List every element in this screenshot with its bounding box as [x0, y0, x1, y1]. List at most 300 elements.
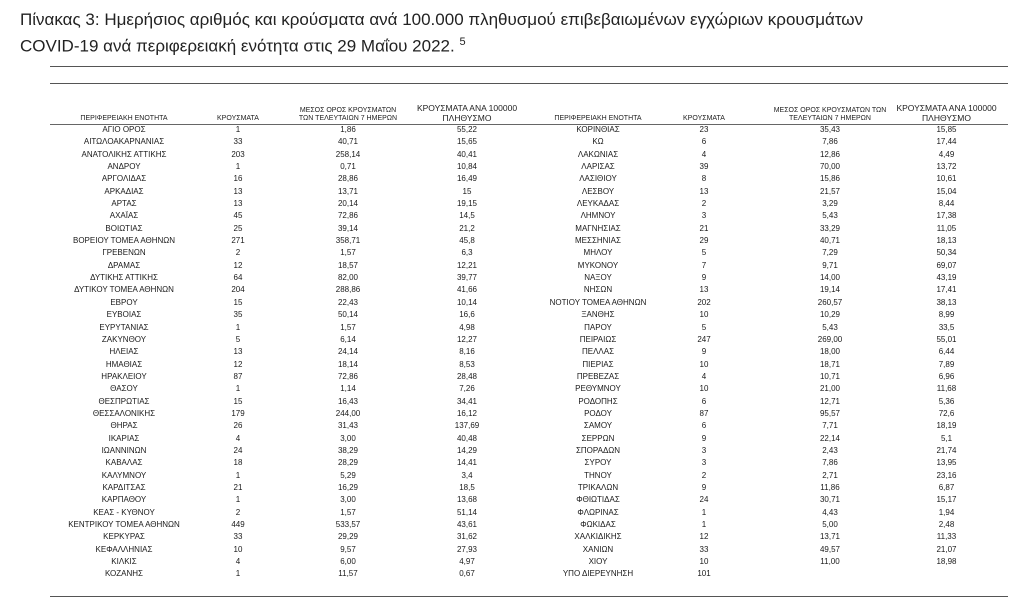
left-cell-per100k: 43,61	[456, 520, 478, 529]
left-cell-per100k: 15	[462, 186, 472, 196]
left-cell-avg7: 3,00	[340, 433, 356, 443]
right-cell-cases: 9	[701, 482, 707, 492]
right-cell-avg7: 9,71	[822, 260, 838, 270]
right-cell-cases: 247	[697, 334, 711, 344]
right-cell-avg7: 40,71	[819, 236, 841, 246]
right-cell-per100k: 13,72	[936, 162, 957, 172]
left-cell-region: ΑΡΓΟΛΙΔΑΣ	[101, 174, 147, 184]
table-row	[50, 470, 1008, 482]
right-cell-per100k: 11,33	[936, 532, 957, 542]
left-cell-per100k: 45,8	[459, 236, 475, 246]
left-cell-per100k: 4,98	[459, 322, 475, 332]
right-cell-avg7: 15,86	[819, 174, 841, 184]
left-cell-cases: 2	[235, 507, 241, 517]
right-cell-region: ΜΥΚΟΝΟΥ	[577, 260, 619, 270]
right-cell-cases: 7	[701, 260, 707, 270]
right-cell-cases: 5	[701, 248, 707, 258]
left-cell-cases: 87	[233, 371, 243, 381]
left-cell-avg7: 22,43	[337, 297, 359, 307]
right-cell-per100k: 38,13	[936, 297, 957, 307]
left-cell-cases: 1	[235, 470, 241, 480]
caption-line-2	[20, 31, 1010, 58]
right-cell-avg7: 3,29	[822, 199, 838, 209]
header-region-left: ΠΕΡΙΦΕΡΕΙΑΚΗ ΕΝΟΤΗΤΑ	[80, 115, 168, 122]
table-row	[50, 322, 1008, 334]
left-cell-cases: 10	[233, 544, 243, 554]
left-cell-region: ΑΝΑΤΟΛΙΚΗΣ ΑΤΤΙΚΗΣ	[81, 149, 167, 159]
left-cell-region: ΙΩΑΝΝΙΝΩΝ	[101, 445, 147, 455]
left-cell-avg7: 5,29	[340, 470, 356, 480]
left-cell-per100k: 4,97	[459, 557, 475, 567]
right-cell-region: ΦΛΩΡΙΝΑΣ	[577, 507, 619, 517]
right-cell-per100k: 15,04	[936, 186, 957, 196]
left-cell-region: ΚΕΦΑΛΛΗΝΙΑΣ	[95, 544, 153, 554]
right-cell-per100k: 13,95	[936, 458, 957, 468]
table-row	[50, 149, 1008, 161]
left-cell-avg7: 288,86	[335, 285, 361, 295]
right-cell-cases: 12	[699, 532, 709, 542]
table-row	[50, 247, 1008, 259]
left-cell-region: ΙΚΑΡΙΑΣ	[108, 433, 140, 443]
right-cell-cases: 9	[701, 433, 707, 443]
right-cell-region: ΛΕΥΚΑΔΑΣ	[576, 199, 620, 209]
left-cell-region: ΔΥΤΙΚΗΣ ΑΤΤΙΚΗΣ	[90, 273, 158, 283]
left-cell-cases: 449	[231, 520, 245, 529]
right-cell-avg7: 11,00	[820, 557, 840, 567]
table-row	[50, 346, 1008, 358]
left-cell-cases: 13	[233, 199, 243, 209]
left-cell-cases: 5	[235, 334, 241, 344]
top-rule	[50, 66, 1008, 67]
right-cell-region: ΠΡΕΒΕΖΑΣ	[576, 371, 620, 381]
left-cell-per100k: 19,15	[456, 199, 478, 209]
right-cell-region: ΧΑΝΙΩΝ	[582, 544, 614, 554]
right-cell-avg7: 70,00	[819, 162, 841, 172]
left-cell-avg7: 1,57	[340, 248, 356, 258]
left-cell-region: ΔΥΤΙΚΟΥ ΤΟΜΕΑ ΑΘΗΝΩΝ	[74, 285, 174, 295]
left-cell-per100k: 10,84	[456, 162, 478, 172]
right-cell-per100k: 17,44	[936, 137, 957, 147]
left-cell-per100k: 8,16	[459, 347, 475, 357]
right-cell-avg7: 35,43	[819, 125, 841, 134]
table-row	[50, 334, 1008, 346]
right-cell-cases: 13	[699, 285, 709, 295]
right-cell-avg7: 11,86	[820, 482, 840, 492]
right-cell-region: ΞΑΝΘΗΣ	[581, 310, 615, 320]
right-cell-avg7: 5,43	[822, 211, 838, 221]
left-cell-avg7: 28,86	[337, 174, 359, 184]
right-cell-region: ΡΟΔΟΠΗΣ	[578, 396, 618, 406]
right-cell-cases: 8	[701, 174, 707, 184]
left-cell-avg7: 50,14	[337, 310, 359, 320]
header-per100k-left	[412, 103, 522, 123]
right-cell-avg7: 19,14	[819, 285, 841, 295]
left-cell-cases: 35	[233, 310, 243, 320]
left-cell-cases: 1	[235, 162, 241, 172]
header-per100k-left-line1: ΚΡΟΥΣΜΑΤΑ ΑΝΑ 100000	[416, 103, 518, 113]
left-cell-per100k: 14,5	[459, 211, 475, 221]
left-cell-region: ΗΡΑΚΛΕΙΟΥ	[101, 371, 147, 381]
left-cell-cases: 1	[235, 495, 241, 505]
table-row	[50, 531, 1008, 543]
right-cell-region: ΝΗΣΩΝ	[583, 285, 613, 295]
right-cell-region: ΚΟΡΙΝΘΙΑΣ	[576, 125, 620, 134]
right-cell-per100k: 7,89	[938, 359, 955, 369]
left-cell-region: ΑΓΙΟ ΟΡΟΣ	[102, 125, 146, 134]
table-row	[50, 556, 1008, 568]
left-cell-cases: 12	[233, 359, 243, 369]
right-cell-avg7: 30,71	[819, 495, 841, 505]
table-row	[50, 235, 1008, 247]
left-cell-avg7: 16,29	[337, 482, 359, 492]
right-cell-per100k: 15,85	[936, 125, 957, 134]
right-cell-avg7: 14,00	[819, 273, 841, 283]
right-cell-avg7: 33,29	[819, 223, 841, 233]
right-cell-avg7: 18,71	[819, 359, 841, 369]
table-row	[50, 371, 1008, 383]
left-cell-region: ΕΥΒΟΙΑΣ	[106, 310, 142, 320]
left-cell-cases: 1	[235, 569, 241, 579]
right-cell-cases: 3	[701, 445, 707, 455]
right-cell-region: ΥΠΟ ΔΙΕΡΕΥΝΗΣΗ	[562, 569, 634, 579]
left-cell-per100k: 40,41	[456, 149, 478, 159]
left-cell-avg7: 82,00	[337, 273, 359, 283]
caption-line-1: Πίνακας 3: Ημερήσιος αριθμός και κρούσματα ανά 100.000 πληθυσμού επιβεβαιωμένων εγχώριων κρουσμάτων	[20, 10, 864, 29]
table-row	[50, 420, 1008, 432]
left-cell-avg7: 358,71	[335, 236, 361, 246]
header-per100k-left-line2: ΠΛΗΘΥΣΜΟ	[442, 113, 492, 123]
left-cell-avg7: 6,00	[340, 557, 356, 567]
right-cell-cases: 23	[699, 125, 709, 134]
left-cell-per100k: 10,14	[456, 297, 478, 307]
right-cell-cases: 1	[701, 520, 707, 529]
left-cell-cases: 204	[231, 285, 245, 295]
left-cell-region: ΒΟΙΩΤΙΑΣ	[105, 223, 143, 233]
left-cell-avg7: 40,71	[337, 137, 359, 147]
table-row	[50, 494, 1008, 506]
right-cell-region: ΦΘΙΩΤΙΔΑΣ	[576, 495, 620, 505]
left-cell-cases: 4	[235, 557, 241, 567]
right-cell-cases: 87	[699, 408, 709, 418]
right-cell-cases: 1	[701, 507, 707, 517]
left-cell-cases: 12	[233, 260, 243, 270]
left-cell-per100k: 7,26	[459, 384, 475, 394]
right-cell-per100k: 18,19	[936, 421, 957, 431]
left-cell-per100k: 27,93	[456, 544, 478, 554]
left-cell-avg7: 16,43	[337, 396, 359, 406]
bottom-rule	[50, 596, 1008, 597]
table-row	[50, 223, 1008, 235]
right-cell-cases: 2	[701, 470, 707, 480]
left-cell-cases: 4	[235, 433, 241, 443]
table-row	[50, 272, 1008, 284]
left-cell-cases: 33	[233, 137, 243, 147]
left-cell-per100k: 14,41	[456, 458, 478, 468]
left-cell-region: ΑΡΚΑΔΙΑΣ	[104, 186, 144, 196]
right-cell-per100k: 6,87	[938, 482, 955, 492]
right-cell-cases: 101	[697, 569, 711, 579]
left-cell-region: ΑΧΑΪΑΣ	[109, 211, 139, 221]
right-cell-cases: 24	[699, 495, 709, 505]
left-cell-avg7: 1,14	[340, 384, 356, 394]
left-cell-region: ΒΟΡΕΙΟΥ ΤΟΜΕΑ ΑΘΗΝΩΝ	[72, 236, 176, 246]
left-cell-avg7: 29,29	[337, 532, 359, 542]
left-cell-avg7: 20,14	[337, 199, 359, 209]
left-cell-avg7: 38,29	[337, 445, 359, 455]
right-cell-cases: 6	[701, 421, 707, 431]
left-cell-region: ΑΙΤΩΛΟΑΚΑΡΝΑΝΙΑΣ	[83, 137, 165, 147]
right-cell-region: ΛΑΣΙΘΙΟΥ	[579, 174, 617, 184]
right-cell-cases: 3	[701, 458, 707, 468]
table-row	[50, 457, 1008, 469]
right-cell-avg7: 10,29	[819, 310, 841, 320]
right-cell-avg7: 4,43	[822, 507, 838, 517]
right-cell-region: ΚΩ	[592, 137, 604, 147]
table-row	[50, 284, 1008, 296]
left-cell-avg7: 9,57	[340, 544, 356, 554]
right-cell-per100k: 10,61	[936, 174, 957, 184]
left-cell-per100k: 13,68	[456, 495, 478, 505]
left-cell-avg7: 28,29	[337, 458, 359, 468]
left-cell-avg7: 6,14	[340, 334, 356, 344]
left-cell-region: ΚΑΡΠΑΘΟΥ	[101, 495, 147, 505]
right-cell-avg7: 21,57	[819, 186, 841, 196]
left-cell-avg7: 1,57	[340, 507, 356, 517]
left-cell-region: ΚΙΛΚΙΣ	[111, 557, 137, 567]
left-cell-cases: 15	[233, 297, 243, 307]
right-cell-cases: 9	[701, 347, 707, 357]
table-row	[50, 186, 1008, 198]
table-row	[50, 210, 1008, 222]
left-cell-per100k: 12,27	[456, 334, 478, 344]
left-cell-per100k: 0,67	[459, 569, 475, 579]
left-cell-avg7: 533,57	[335, 520, 361, 529]
left-cell-avg7: 3,00	[340, 495, 356, 505]
right-cell-avg7: 12,71	[819, 396, 841, 406]
left-cell-region: ΘΕΣΠΡΩΤΙΑΣ	[98, 396, 150, 406]
left-cell-per100k: 28,48	[456, 371, 478, 381]
right-cell-per100k: 6,96	[938, 371, 955, 381]
right-cell-region: ΡΟΔΟΥ	[584, 408, 612, 418]
right-cell-per100k: 18,13	[936, 236, 957, 246]
right-cell-per100k: 6,44	[938, 347, 955, 357]
top-rule-2	[50, 83, 1008, 84]
right-cell-cases: 10	[699, 359, 709, 369]
left-cell-cases: 45	[233, 211, 243, 221]
table-row	[50, 519, 1008, 531]
header-cases-left: ΚΡΟΥΣΜΑΤΑ	[217, 115, 259, 122]
right-cell-per100k: 17,41	[936, 285, 957, 295]
left-cell-cases: 16	[233, 174, 243, 184]
right-cell-per100k: 33,5	[938, 322, 955, 332]
left-cell-region: ΗΜΑΘΙΑΣ	[105, 359, 143, 369]
left-cell-cases: 2	[235, 248, 241, 258]
right-cell-region: ΜΑΓΝΗΣΙΑΣ	[575, 223, 621, 233]
right-cell-per100k: 2,48	[938, 520, 955, 529]
left-cell-per100k: 8,53	[459, 359, 475, 369]
right-cell-avg7: 7,71	[822, 421, 838, 431]
left-cell-avg7: 31,43	[337, 421, 359, 431]
right-cell-cases: 39	[699, 162, 709, 172]
right-cell-avg7: 260,57	[817, 297, 843, 307]
left-cell-avg7: 18,14	[337, 359, 359, 369]
left-cell-per100k: 137,69	[454, 421, 480, 431]
right-cell-per100k: 69,07	[936, 260, 957, 270]
header-avg-left-line2: ΤΩΝ ΤΕΛΕΥΤΑΙΩΝ 7 ΗΜΕΡΩΝ	[298, 115, 398, 122]
right-cell-region: ΧΙΟΥ	[588, 557, 608, 567]
left-cell-per100k: 15,65	[456, 137, 478, 147]
right-cell-cases: 10	[699, 384, 709, 394]
right-cell-region: ΜΕΣΣΗΝΙΑΣ	[575, 236, 621, 246]
right-cell-region: ΛΑΚΩΝΙΑΣ	[577, 149, 619, 159]
left-cell-region: ΔΡΑΜΑΣ	[107, 260, 141, 270]
right-cell-per100k: 18,98	[936, 557, 957, 567]
right-cell-cases: 6	[701, 396, 707, 406]
table-row	[50, 124, 1008, 136]
right-cell-avg7: 49,57	[819, 544, 841, 554]
table-header	[50, 104, 1008, 124]
right-cell-avg7: 5,43	[822, 322, 838, 332]
right-cell-per100k: 72,6	[938, 408, 955, 418]
right-cell-region: ΡΕΘΥΜΝΟΥ	[575, 384, 621, 394]
right-cell-avg7: 22,14	[819, 433, 841, 443]
right-cell-cases: 10	[699, 557, 709, 567]
right-cell-avg7: 7,86	[822, 137, 838, 147]
right-cell-per100k: 8,44	[938, 199, 955, 209]
right-cell-region: ΣΥΡΟΥ	[584, 458, 612, 468]
left-cell-cases: 203	[231, 149, 245, 159]
table-row	[50, 383, 1008, 395]
left-cell-region: ΑΡΤΑΣ	[111, 199, 137, 209]
left-cell-per100k: 41,66	[456, 285, 478, 295]
left-cell-region: ΘΗΡΑΣ	[110, 421, 138, 431]
cases-table	[50, 104, 1008, 581]
right-cell-per100k: 8,99	[938, 310, 955, 320]
left-cell-cases: 21	[233, 482, 243, 492]
right-cell-per100k: 17,38	[936, 211, 957, 221]
left-cell-per100k: 12,21	[456, 260, 478, 270]
left-cell-per100k: 39,77	[456, 273, 478, 283]
table-row	[50, 568, 1008, 580]
left-cell-per100k: 34,41	[456, 396, 478, 406]
left-cell-region: ΚΕΑΣ - ΚΥΘΝΟΥ	[93, 507, 155, 517]
left-cell-cases: 13	[233, 347, 243, 357]
left-cell-region: ΓΡΕΒΕΝΩΝ	[102, 248, 146, 258]
table-row	[50, 297, 1008, 309]
table-row	[50, 482, 1008, 494]
right-cell-per100k: 1,94	[938, 507, 955, 517]
right-cell-region: ΧΑΛΚΙΔΙΚΗΣ	[574, 532, 622, 542]
right-cell-per100k: 55,01	[936, 334, 957, 344]
left-cell-per100k: 18,5	[459, 482, 475, 492]
left-cell-per100k: 51,14	[456, 507, 478, 517]
left-cell-avg7: 1,86	[340, 125, 356, 134]
right-cell-region: ΛΗΜΝΟΥ	[580, 211, 616, 221]
left-cell-cases: 24	[233, 445, 243, 455]
right-cell-per100k: 15,17	[936, 495, 957, 505]
left-cell-per100k: 16,12	[456, 408, 478, 418]
left-cell-avg7: 18,57	[337, 260, 359, 270]
left-cell-cases: 25	[233, 223, 243, 233]
right-cell-region: ΛΕΣΒΟΥ	[581, 186, 615, 196]
right-cell-region: ΤΗΝΟΥ	[584, 470, 612, 480]
caption-line-2-text: COVID-19 ανά περιφερειακή ενότητα στις 29 Μαΐου 2022.	[20, 36, 455, 56]
left-cell-region: ΚΑΒΑΛΑΣ	[105, 458, 143, 468]
left-cell-per100k: 16,6	[459, 310, 475, 320]
right-cell-per100k: 11,05	[936, 223, 957, 233]
right-cell-avg7: 21,00	[819, 384, 841, 394]
right-cell-region: ΤΡΙΚΑΛΩΝ	[577, 482, 619, 492]
left-cell-per100k: 6,3	[461, 248, 473, 258]
right-cell-per100k: 5,1	[940, 433, 953, 443]
left-cell-region: ΑΝΔΡΟΥ	[107, 162, 141, 172]
left-cell-per100k: 31,62	[456, 532, 478, 542]
right-cell-avg7: 18,00	[819, 347, 841, 357]
header-avg-left-line1: ΜΕΣΟΣ ΟΡΟΣ ΚΡΟΥΣΜΑΤΩΝ	[299, 107, 397, 114]
left-cell-region: ΗΛΕΙΑΣ	[109, 347, 139, 357]
left-cell-region: ΚΟΖΑΝΗΣ	[104, 569, 144, 579]
right-cell-cases: 9	[701, 273, 707, 283]
table-row	[50, 173, 1008, 185]
right-cell-region: ΠΕΛΛΑΣ	[581, 347, 615, 357]
left-cell-avg7: 72,86	[337, 371, 359, 381]
left-cell-cases: 18	[233, 458, 243, 468]
right-cell-cases: 21	[699, 223, 709, 233]
left-cell-cases: 1	[235, 125, 241, 134]
right-cell-region: ΠΕΙΡΑΙΩΣ	[579, 334, 617, 344]
right-cell-per100k: 11,68	[936, 384, 957, 394]
right-cell-avg7: 2,43	[822, 445, 838, 455]
right-cell-avg7: 7,86	[822, 458, 838, 468]
left-cell-cases: 179	[231, 408, 245, 418]
footnote-marker: 5	[459, 36, 466, 48]
right-cell-per100k: 23,16	[936, 470, 957, 480]
table-body	[50, 124, 1008, 581]
left-cell-cases: 64	[233, 273, 243, 283]
left-cell-cases: 15	[233, 396, 243, 406]
table-row	[50, 260, 1008, 272]
right-cell-per100k: 4,49	[938, 149, 955, 159]
right-cell-region: ΦΩΚΙΔΑΣ	[580, 520, 616, 529]
right-cell-avg7: 12,86	[819, 149, 841, 159]
right-cell-per100k: 21,07	[936, 544, 957, 554]
right-cell-region: ΜΗΛΟΥ	[583, 248, 613, 258]
right-cell-cases: 5	[701, 322, 707, 332]
table-row	[50, 544, 1008, 556]
left-cell-region: ΚΕΝΤΡΙΚΟΥ ΤΟΜΕΑ ΑΘΗΝΩΝ	[68, 520, 180, 529]
right-cell-avg7: 5,00	[822, 520, 838, 529]
right-cell-avg7: 269,00	[817, 334, 843, 344]
right-cell-cases: 6	[701, 137, 707, 147]
left-cell-per100k: 16,49	[456, 174, 478, 184]
table-row	[50, 396, 1008, 408]
right-cell-region: ΣΑΜΟΥ	[583, 421, 613, 431]
right-cell-avg7: 7,29	[822, 248, 838, 258]
header-avg-left	[293, 107, 403, 123]
right-cell-cases: 4	[701, 149, 707, 159]
table-row	[50, 359, 1008, 371]
right-cell-region: ΛΑΡΙΣΑΣ	[581, 162, 615, 172]
left-cell-region: ΕΥΡΥΤΑΝΙΑΣ	[99, 322, 149, 332]
header-per100k-right: ΚΡΟΥΣΜΑΤΑ ΑΝΑ 100000 ΠΛΗΘΥΣΜΟ	[896, 103, 997, 123]
right-cell-cases: 33	[699, 544, 709, 554]
left-cell-per100k: 21,2	[459, 223, 475, 233]
left-cell-avg7: 24,14	[337, 347, 359, 357]
left-cell-region: ΘΑΣΟΥ	[110, 384, 138, 394]
right-cell-per100k: 21,74	[936, 445, 957, 455]
right-cell-per100k: 43,19	[936, 273, 957, 283]
right-cell-region: ΣΕΡΡΩΝ	[581, 433, 615, 443]
